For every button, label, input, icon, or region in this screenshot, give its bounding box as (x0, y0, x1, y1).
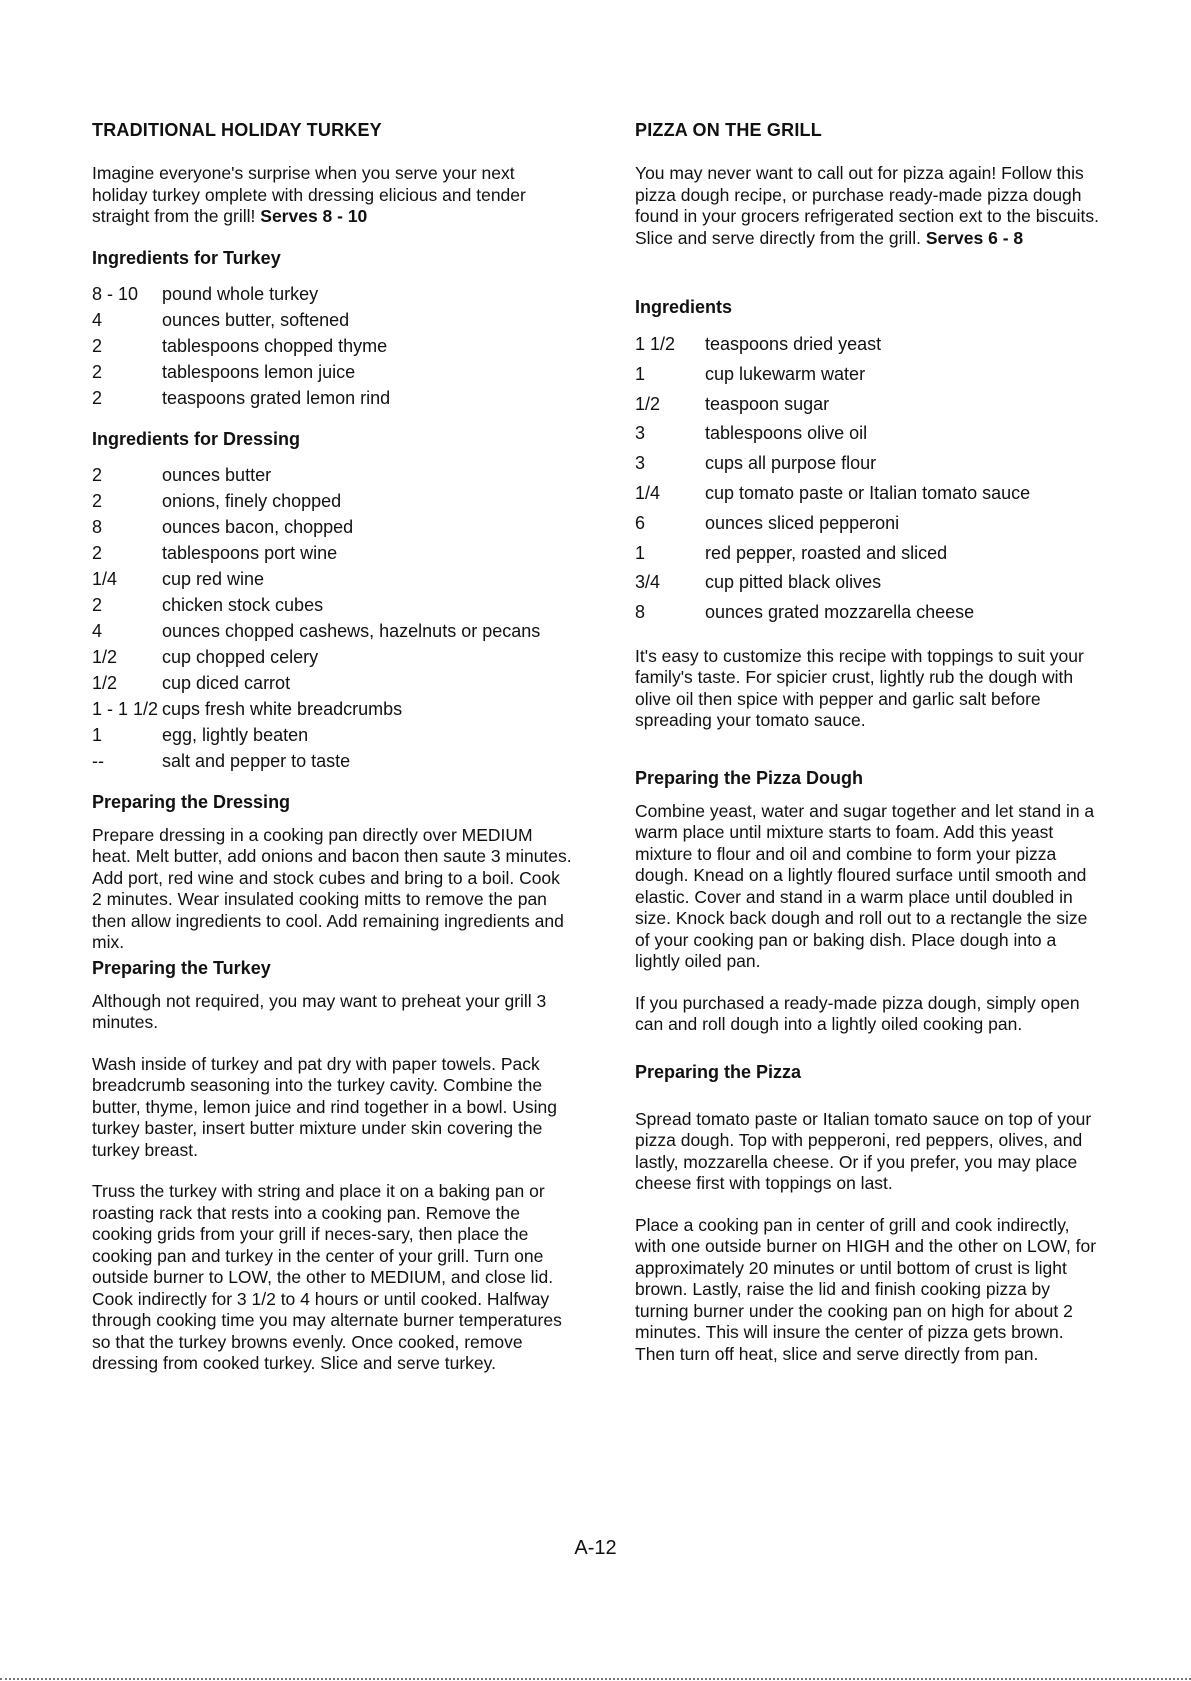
ingredient-description: teaspoons dried yeast (705, 334, 882, 354)
ingredient-description: cup red wine (162, 568, 265, 589)
prep-dough-paragraph: If you purchased a ready-made pizza dough, simply open can and roll dough into a lightly oiled cooking pan. (635, 992, 1080, 1035)
ingredient-row (92, 359, 572, 385)
ingredient-quantity: 4 (92, 620, 103, 641)
ingredient-row (635, 479, 1105, 509)
pizza-intro-text: You may never want to call out for pizza again! Follow this pizza dough recipe, or purchase ready-made pizza dough found in your grocers refrigerated section ext to the biscuits. Slice and serve directly from the grill. (635, 163, 1099, 248)
pizza-serves: Serves 6 - 8 (925, 227, 1024, 248)
turkey-ingredients-list (92, 281, 572, 411)
turkey-ingredients-heading: Ingredients for Turkey (92, 247, 281, 268)
ingredient-quantity: 2 (92, 361, 103, 382)
prep-pizza-paragraph: Spread tomato paste or Italian tomato sauce on top of your pizza dough. Top with pepperoni, red peppers, olives, and lastly, mozzarella cheese. Or if you prefer, you may place cheese first with toppings on last. (635, 1108, 1092, 1194)
prep-dressing-heading: Preparing the Dressing (92, 791, 291, 812)
ingredient-description: tablespoons lemon juice (162, 361, 356, 382)
ingredient-description: ounces butter, softened (162, 309, 350, 330)
ingredient-row (92, 696, 572, 722)
ingredient-quantity: 1/4 (92, 568, 118, 589)
ingredient-description: ounces bacon, chopped (162, 516, 354, 537)
turkey-intro (92, 163, 572, 228)
ingredient-description: cup diced carrot (162, 672, 291, 693)
ingredient-row (92, 307, 572, 333)
pizza-customize-text: It's easy to customize this recipe with toppings to suit your family's taste. For spicier crust, lightly rub the dough with olive oil then spice with pepper and garlic salt before spreading your tomato sauce. (635, 645, 1084, 731)
ingredient-quantity: 2 (92, 335, 103, 356)
ingredient-description: cups all purpose flour (705, 453, 877, 474)
pizza-ingredients-list (635, 330, 1105, 628)
ingredient-description: chicken stock cubes (162, 594, 324, 615)
prep-pizza-heading: Preparing the Pizza (635, 1061, 802, 1082)
pizza-ingredients-heading: Ingredients (635, 297, 733, 317)
ingredient-quantity: 2 (92, 464, 103, 485)
ingredient-description: tablespoons olive oil (705, 423, 868, 444)
left-column (92, 120, 572, 1395)
ingredient-description: cup tomato paste or Italian tomato sauce (705, 482, 1031, 503)
right-column (635, 120, 1105, 1385)
prep-pizza-paragraph: Place a cooking pan in center of grill and cook indirectly, with one outside burner on HIGH and the other on LOW, for approximately 20 minutes or until bottom of crust is light brown. Lastly, raise the lid and finish cooking pizza by turning burner under the cooking pan on high for about 2 minutes. This will insure the center of pizza gets brown. Then turn off heat, slice and serve directly from pan. (635, 1214, 1097, 1364)
ingredient-quantity: 1/4 (635, 482, 661, 503)
ingredient-description: red pepper, roasted and sliced (705, 542, 948, 563)
ingredient-quantity: 1 (635, 363, 646, 384)
ingredient-quantity: -- (92, 750, 104, 771)
ingredient-quantity: 2 (92, 387, 103, 408)
turkey-recipe-title: TRADITIONAL HOLIDAY TURKEY (92, 120, 382, 140)
ingredient-description: cups fresh white breadcrumbs (162, 698, 403, 719)
ingredient-row (92, 592, 572, 618)
ingredient-quantity: 2 (92, 490, 103, 511)
ingredient-row (92, 670, 572, 696)
ingredient-row (635, 509, 1105, 539)
ingredient-quantity: 2 (92, 542, 103, 563)
prep-turkey-paragraph: Truss the turkey with string and place it on a baking pan or roasting rack that rests into a cooking pan. Remove the cooking grids from your grill if neces-sary, then place the cooking pan and turkey in the center of your grill. Turn one outside burner to LOW, the other to MEDIUM, and close lid. Cook indirectly for 3 1/2 to 4 hours or until cooked. Halfway through cooking time you may alternate burner temperatures so that the turkey browns evenly. Once cooked, remove dressing from cooked turkey. Slice and serve turkey. (92, 1181, 562, 1373)
ingredient-row (635, 598, 1105, 628)
ingredient-description: cup chopped celery (162, 646, 319, 667)
turkey-intro-text: Imagine everyone's surprise when you serve your next holiday turkey omplete with dressing elicious and tender straight from the grill! (92, 163, 526, 226)
ingredient-description: egg, lightly beaten (162, 724, 309, 745)
pizza-intro (635, 163, 1105, 249)
ingredient-description: cup pitted black olives (705, 572, 882, 593)
ingredient-row (92, 618, 572, 644)
ingredient-quantity: 8 (92, 516, 103, 537)
ingredient-row (92, 644, 572, 670)
ingredient-row (92, 333, 572, 359)
prep-dressing-text: Prepare dressing in a cooking pan directly over MEDIUM heat. Melt butter, add onions and bacon then saute 3 minutes. Add port, red wine and stock cubes and bring to a boil. Cook 2 minutes. Wear insulated cooking mitts to remove the pan then allow ingredients to cool. Add remaining ingredients and mix. (92, 824, 572, 952)
ingredient-description: ounces grated mozzarella cheese (705, 602, 975, 623)
ingredient-row (635, 419, 1105, 449)
ingredient-row (92, 722, 572, 748)
ingredient-quantity: 1/2 (92, 672, 118, 693)
ingredient-description: ounces sliced pepperoni (705, 512, 900, 533)
prep-turkey-paragraph: Wash inside of turkey and pat dry with paper towels. Pack breadcrumb seasoning into the turkey cavity. Combine the butter, thyme, lemon juice and rind together in a bowl. Using turkey baster, insert butter mixture under skin covering the turkey breast. (92, 1053, 557, 1160)
ingredient-quantity: 8 (635, 602, 646, 623)
ingredient-row (635, 330, 1105, 360)
ingredient-quantity: 1 (92, 724, 103, 745)
ingredient-row (635, 539, 1105, 569)
ingredient-description: cup lukewarm water (705, 363, 866, 384)
dressing-ingredients-list (92, 462, 572, 774)
ingredient-row (92, 566, 572, 592)
ingredient-description: tablespoons port wine (162, 542, 338, 563)
ingredient-row (635, 568, 1105, 598)
bottom-divider (0, 1678, 1191, 1680)
ingredient-description: ounces butter (162, 464, 272, 485)
ingredient-row (92, 540, 572, 566)
ingredient-description: onions, finely chopped (162, 490, 342, 511)
ingredient-quantity: 3 (635, 423, 646, 444)
ingredient-description: ounces chopped cashews, hazelnuts or pecans (162, 620, 541, 641)
ingredient-quantity: 1 (635, 542, 646, 563)
ingredient-quantity: 1 1/2 (635, 334, 676, 354)
ingredient-row (92, 488, 572, 514)
turkey-serves: Serves 8 - 10 (260, 206, 368, 226)
ingredient-description: tablespoons chopped thyme (162, 335, 388, 356)
prep-dough-heading: Preparing the Pizza Dough (635, 767, 864, 788)
ingredient-row (92, 281, 572, 307)
ingredient-description: teaspoon sugar (705, 393, 830, 414)
ingredient-quantity: 1/2 (92, 646, 118, 667)
ingredient-quantity: 6 (635, 512, 646, 533)
prep-dough-paragraph: Combine yeast, water and sugar together and let stand in a warm place until mixture starts to foam. Add this yeast mixture to flour and oil and combine to form your pizza dough. Knead on a lightly floured surface until smooth and elastic. Cover and stand in a warm place until doubled in size. Knock back dough and roll out to a rectangle the size of your cooking pan or baking dish. Place dough into a lightly oiled pan. (635, 800, 1095, 972)
ingredient-quantity: 8 - 10 (92, 283, 139, 304)
ingredient-quantity: 1 - 1 1/2 (92, 698, 159, 719)
ingredient-quantity: 3 (635, 453, 646, 474)
dressing-ingredients-heading: Ingredients for Dressing (92, 428, 301, 449)
ingredient-quantity: 2 (92, 594, 103, 615)
ingredient-row (635, 360, 1105, 390)
ingredient-row (92, 385, 572, 411)
ingredient-row (92, 462, 572, 488)
prep-turkey-heading: Preparing the Turkey (92, 957, 271, 978)
ingredient-row (635, 390, 1105, 420)
ingredient-row (92, 748, 572, 774)
ingredient-row (635, 449, 1105, 479)
ingredient-quantity: 1/2 (635, 393, 661, 414)
page-number: A-12 (574, 1537, 617, 1559)
pizza-recipe-title: PIZZA ON THE GRILL (635, 120, 822, 140)
ingredient-row (92, 514, 572, 540)
ingredient-description: pound whole turkey (162, 283, 319, 304)
ingredient-description: salt and pepper to taste (162, 750, 351, 771)
ingredient-quantity: 4 (92, 309, 103, 330)
ingredient-description: teaspoons grated lemon rind (162, 387, 391, 408)
prep-turkey-paragraph: Although not required, you may want to preheat your grill 3 minutes. (92, 990, 547, 1032)
ingredient-quantity: 3/4 (635, 572, 661, 593)
